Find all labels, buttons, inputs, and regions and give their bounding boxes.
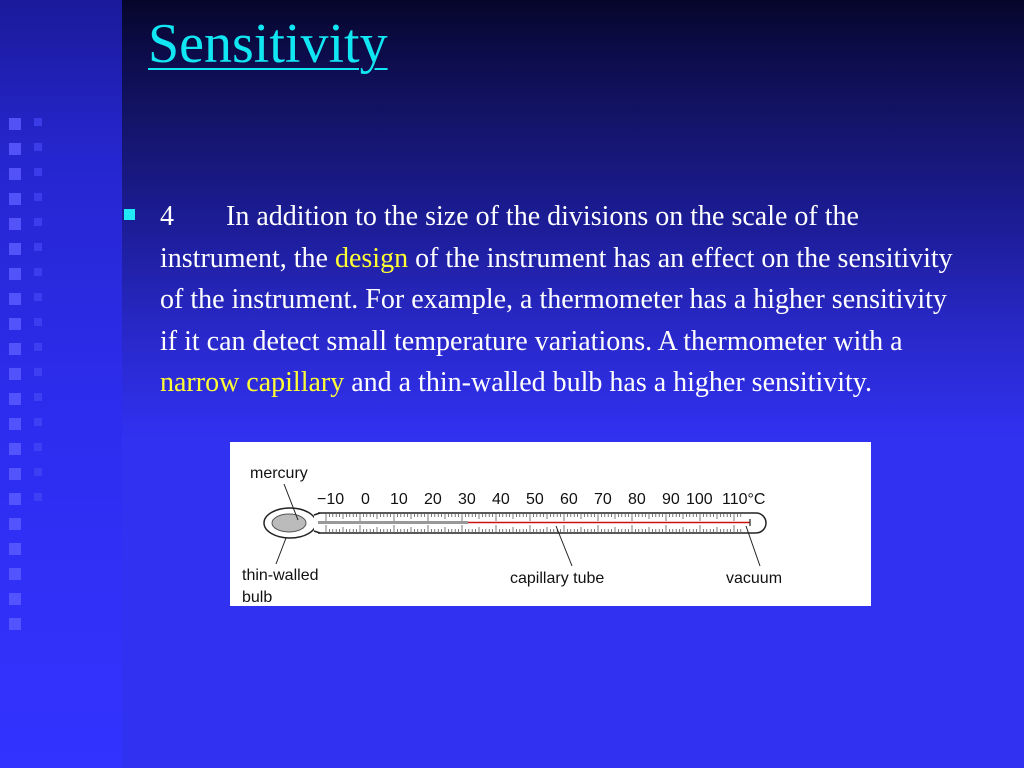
decorative-square xyxy=(9,443,21,455)
bullet-item xyxy=(124,196,964,404)
highlight-design: design xyxy=(334,242,409,274)
decorative-dot xyxy=(34,218,42,226)
decorative-dot xyxy=(34,468,42,476)
mercury-column-shaded xyxy=(318,521,468,524)
decorative-square xyxy=(9,418,21,430)
label-thin-walled: thin-walled xyxy=(242,567,319,584)
scale-label: 100 xyxy=(686,491,713,508)
decorative-dot xyxy=(34,243,42,251)
decorative-dot xyxy=(34,318,42,326)
scale-label: 90 xyxy=(662,491,680,508)
decorative-dot xyxy=(34,268,42,276)
bullet-text xyxy=(160,196,964,404)
decorative-square xyxy=(9,518,21,530)
left-decorative-strip xyxy=(0,0,122,768)
decorative-square xyxy=(9,118,21,130)
decorative-dot xyxy=(34,393,42,401)
scale-label: 30 xyxy=(458,491,476,508)
decorative-dot xyxy=(34,118,42,126)
scale-label: 40 xyxy=(492,491,510,508)
decorative-square xyxy=(9,218,21,230)
decorative-square xyxy=(9,593,21,605)
decorative-square xyxy=(9,268,21,280)
scale-label: 20 xyxy=(424,491,442,508)
decorative-square xyxy=(9,393,21,405)
leader-vacuum xyxy=(746,526,760,566)
decorative-square xyxy=(9,493,21,505)
decorative-dot xyxy=(34,418,42,426)
scale-label: 10 xyxy=(390,491,408,508)
decorative-square xyxy=(9,193,21,205)
label-mercury: mercury xyxy=(250,465,308,482)
decorative-square xyxy=(9,293,21,305)
scale-label: −10 xyxy=(317,491,345,508)
scale-label: 50 xyxy=(526,491,544,508)
decorative-square xyxy=(9,468,21,480)
label-vacuum: vacuum xyxy=(726,570,783,587)
slide-title: Sensitivity xyxy=(148,13,388,75)
bulb-mercury-fill xyxy=(272,514,306,532)
scale-label: 0 xyxy=(361,491,370,508)
decorative-square xyxy=(9,168,21,180)
decorative-dot xyxy=(34,143,42,151)
scale-numbers xyxy=(317,491,765,508)
decorative-square xyxy=(9,343,21,355)
decorative-dot xyxy=(34,443,42,451)
decorative-dot xyxy=(34,293,42,301)
thermometer-svg xyxy=(230,442,871,606)
decorative-square xyxy=(9,243,21,255)
decorative-dot xyxy=(34,168,42,176)
decorative-dot xyxy=(34,343,42,351)
decorative-dot xyxy=(34,368,42,376)
decorative-dot xyxy=(34,193,42,201)
decorative-dots xyxy=(34,118,54,518)
decorative-square xyxy=(9,543,21,555)
decorative-square xyxy=(9,143,21,155)
bullet-segment-0: In addition to the size of the divisions on the scale of the instrument, the xyxy=(160,201,859,274)
label-bulb: bulb xyxy=(242,589,273,606)
decorative-square xyxy=(9,618,21,630)
scale-label: 60 xyxy=(560,491,578,508)
decorative-square xyxy=(9,568,21,580)
bullet-number: 4 xyxy=(160,201,174,232)
bullet-segment-4: and a thin-walled bulb has a higher sensitivity. xyxy=(344,367,872,398)
bullet-segment-2: of the instrument has an effect on the sensitivity of the instrument. For example, a thermometer has a higher sensitivity if it can detect small temperature variations. A thermometer with a xyxy=(160,242,953,357)
decorative-square xyxy=(9,318,21,330)
thermometer-diagram xyxy=(230,442,871,606)
scale-label: 70 xyxy=(594,491,612,508)
decorative-square xyxy=(9,368,21,380)
label-capillary-tube: capillary tube xyxy=(510,570,605,587)
scale-label: 110°C xyxy=(722,491,766,508)
bullet-square-icon xyxy=(124,209,135,220)
highlight-narrow-capillary: narrow capillary xyxy=(160,367,345,398)
scale-label: 80 xyxy=(628,491,646,508)
leader-bulb xyxy=(276,538,286,564)
decorative-dot xyxy=(34,493,42,501)
